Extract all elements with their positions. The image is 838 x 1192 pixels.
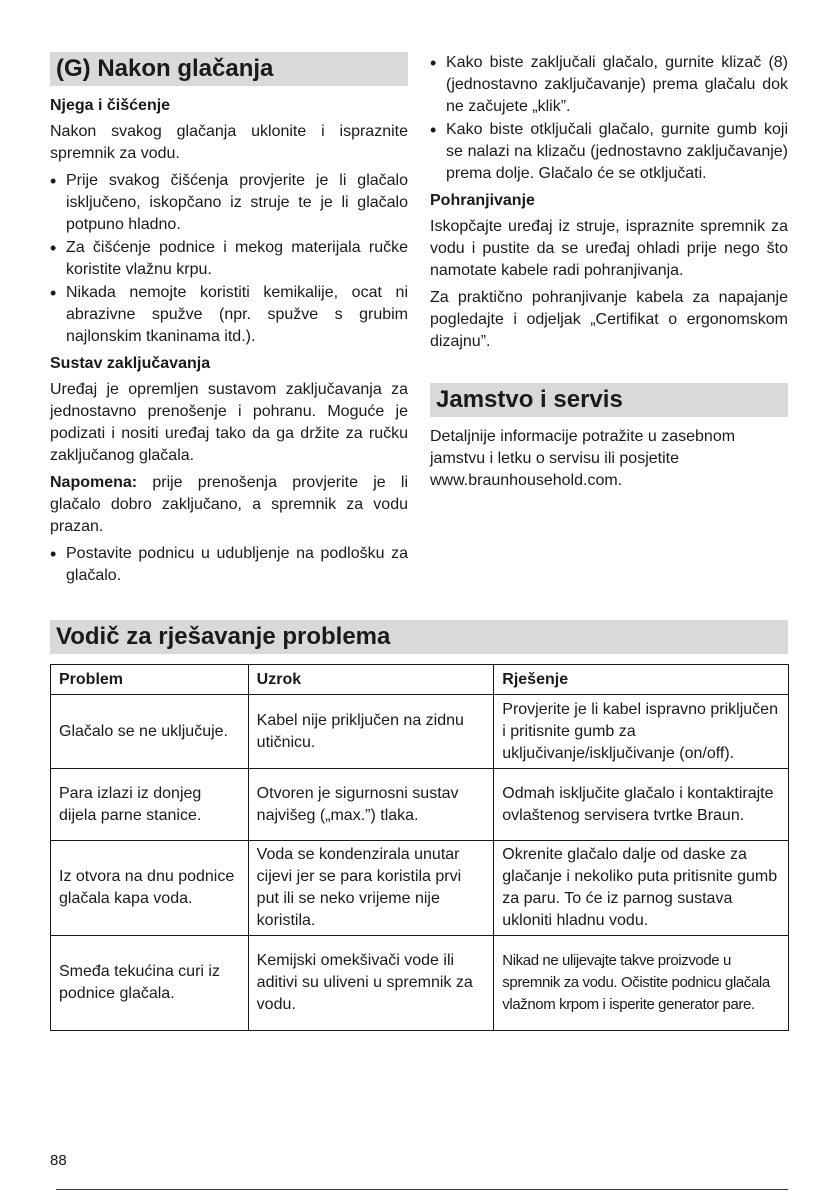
storage-text-2: Za praktično pohranjivanje kabela za napajanje pogledajte i odjeljak „Certifikat o ergonomskom dizajnu”. [430, 289, 788, 350]
table-cell-problem: Glačalo se ne uključuje. [51, 695, 249, 769]
table-cell-solution: Provjerite je li kabel ispravno priključen i pritisnite gumb za uključivanje/isključivanje (on/off). [494, 695, 789, 769]
section-heading-after-ironing: (G) Nakon glačanja [50, 52, 408, 86]
left-column [50, 52, 408, 588]
lock-system-text: Uređaj je opremljen sustavom zaključavanja za jednostavno prenošenje i pohranu. Moguće je podizati i nositi uređaj tako da ga držite za ručku zaključanog glačala. [50, 381, 408, 464]
footer-rule [56, 1189, 788, 1190]
table-cell-problem: Para izlazi iz donjeg dijela parne stanice. [51, 769, 249, 841]
section-heading-warranty: Jamstvo i servis [430, 383, 788, 417]
unlock-instruction-bullet: • Kako biste otključali glačalo, gurnite gumb koji se nalazi na klizaču (jednostavno zaključavanje) prema dolje. Glačalo će se otključati. [430, 119, 788, 185]
page-number: 88 [50, 1152, 67, 1169]
column-header-cause: Uzrok [248, 665, 494, 695]
subheading-lock-system: Sustav zaključavanja [50, 355, 211, 372]
note-paragraph [50, 472, 408, 538]
warranty-text: Detaljnije informacije potražite u zasebnom jamstvu i letku o servisu ili posjetite www.braunhousehold.com. [430, 428, 736, 489]
table-row [51, 769, 789, 841]
note-label: Napomena: [50, 474, 138, 491]
table-header-row [51, 665, 789, 695]
column-header-solution: Rješenje [494, 665, 789, 695]
troubleshooting-section [50, 620, 788, 1031]
subheading-storage: Pohranjivanje [430, 192, 535, 209]
lock-bullet: • Postavite podnicu u udubljenje na podlošku za glačalo. [50, 543, 408, 587]
table-cell-cause: Kemijski omekšivači vode ili aditivi su uliveni u spremnik za vodu. [248, 936, 494, 1031]
table-cell-problem: Smeđa tekućina curi iz podnice glačala. [51, 936, 249, 1031]
care-intro-text: Nakon svakog glačanja uklonite i ispraznite spremnik za vodu. [50, 123, 408, 162]
table-row [51, 936, 789, 1031]
section-heading-troubleshooting: Vodič za rješavanje problema [50, 620, 788, 654]
table-cell-solution: Odmah isključite glačalo i kontaktirajte ovlaštenog servisera tvrtke Braun. [494, 769, 789, 841]
column-header-problem: Problem [51, 665, 249, 695]
note-text: prije prenošenja provjerite je li glačalo dobro zaključano, a spremnik za vodu prazan. [50, 474, 408, 535]
subheading-care-cleaning: Njega i čišćenje [50, 97, 171, 114]
care-bullet: • Prije svakog čišćenja provjerite je li glačalo isključeno, iskopčano iz struje te je li glačalo potpuno hladno. [50, 170, 408, 236]
troubleshooting-table [50, 664, 789, 1031]
table-cell-solution: Okrenite glačalo dalje od daske za glačanje i nekoliko puta pritisnite gumb za paru. To će iz parnog sustava ukloniti hladnu vodu. [494, 841, 789, 936]
table-row [51, 841, 789, 936]
care-bullet: • Nikada nemojte koristiti kemikalije, ocat ni abrazivne spužve (npr. spužve s grubim najlonskim tkaninama itd.). [50, 282, 408, 348]
table-row [51, 695, 789, 769]
lock-instruction-bullet: • Kako biste zaključali glačalo, gurnite klizač (8) (jednostavno zaključavanje) prema glačalu dok ne začujete „klik”. [430, 52, 788, 118]
table-cell-cause: Voda se kondenzirala unutar cijevi jer se para koristila prvi put ili se neko vrijeme nije koristila. [248, 841, 494, 936]
table-cell-problem: Iz otvora na dnu podnice glačala kapa voda. [51, 841, 249, 936]
table-cell-cause: Kabel nije priključen na zidnu utičnicu. [248, 695, 494, 769]
storage-text: Iskopčajte uređaj iz struje, ispraznite spremnik za vodu i pustite da se uređaj ohladi prije nego što namotate kabele radi pohranjivanja. [430, 218, 788, 279]
right-column [430, 52, 788, 497]
table-cell-solution: Nikad ne ulijevajte takve proizvode u spremnik za vodu. Očistite podnicu glačala vlažnom krpom i isperite generator pare. [494, 936, 789, 1031]
care-bullet: • Za čišćenje podnice i mekog materijala ručke koristite vlažnu krpu. [50, 237, 408, 281]
table-cell-cause: Otvoren je sigurnosni sustav najvišeg („max.”) tlaka. [248, 769, 494, 841]
